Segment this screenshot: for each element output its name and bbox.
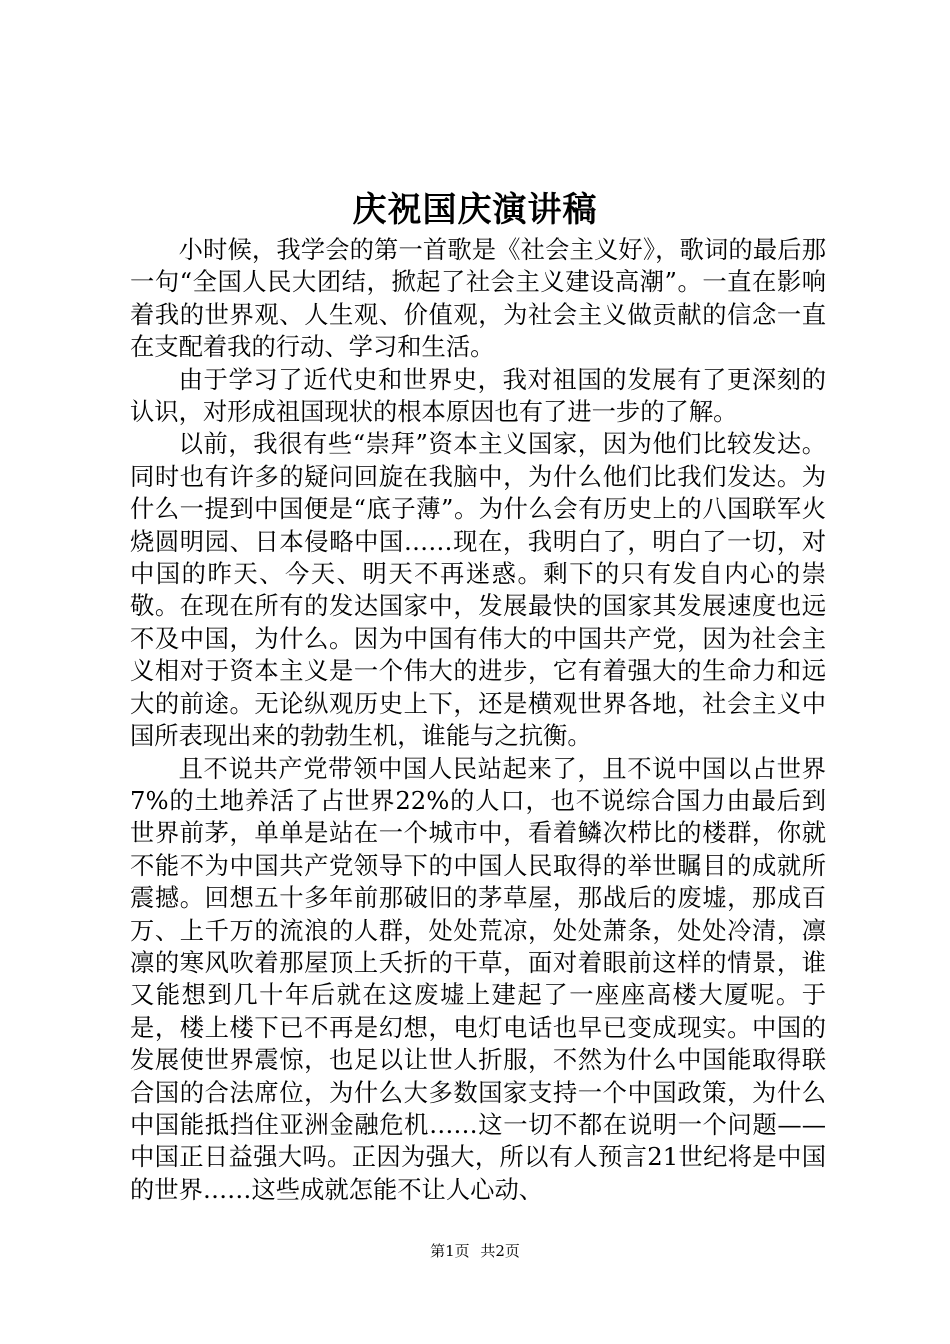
paragraph-1: 小时候，我学会的第一首歌是《社会主义好》，歌词的最后那一句“全国人民大团结，掀起了社会主义建设高潮”。一直在影响着我的世界观、人生观、价值观，为社会主义做贡献的信念一直在支配着我的行动、学习和生活。 bbox=[130, 235, 826, 362]
page-total: 共2页 bbox=[480, 1242, 520, 1260]
page-footer bbox=[0, 1240, 950, 1262]
paragraph-4: 且不说共产党带领中国人民站起来了，且不说中国以占世界7%的土地养活了占世界22%的人口，也不说综合国力由最后到世界前茅，单单是站在一个城市中，看着鳞次栉比的楼群，你就不能不为中国共产党领导下的中国人民取得的举世瞩目的成就所震撼。回想五十多年前那破旧的茅草屋，那战后的废墟，那成百万、上千万的流浪的人群，处处荒凉，处处萧条，处处冷清，凛凛的寒风吹着那屋顶上夭折的干草，面对着眼前这样的情景，谁又能想到几十年后就在这废墟上建起了一座座高楼大厦呢。于是，楼上楼下已不再是幻想，电灯电话也早已变成现实。中国的发展使世界震惊，也足以让世人折服，不然为什么中国能取得联合国的合法席位，为什么大多数国家支持一个中国政策，为什么中国能抵挡住亚洲金融危机……这一切不都在说明一个问题——中国正日益强大吗。正因为强大，所以有人预言21世纪将是中国的世界……这些成就怎能不让人心动、 bbox=[130, 753, 826, 1204]
document-title: 庆祝国庆演讲稿 bbox=[352, 190, 598, 230]
paragraph-3: 以前，我很有些“崇拜”资本主义国家，因为他们比较发达。同时也有许多的疑问回旋在我脑中，为什么他们比我们发达。为什么一提到中国便是“底子薄”。为什么会有历史上的八国联军火烧圆明园、日本侵略中国……现在，我明白了，明白了一切，对中国的昨天、今天、明天不再迷惑。剩下的只有发自内心的崇敬。在现在所有的发达国家中，发展最快的国家其发展速度也远不及中国，为什么。因为中国有伟大的中国共产党，因为社会主义相对于资本主义是一个伟大的进步，它有着强大的生命力和远大的前途。无论纵观历史上下，还是横观世界各地，社会主义中国所表现出来的勃勃生机，谁能与之抗衡。 bbox=[130, 429, 826, 751]
document-body bbox=[130, 234, 826, 1206]
page-number: 第1页 bbox=[430, 1242, 470, 1260]
paragraph-2: 由于学习了近代史和世界史，我对祖国的发展有了更深刻的认识，对形成祖国现状的根本原因也有了进一步的了解。 bbox=[130, 364, 826, 427]
